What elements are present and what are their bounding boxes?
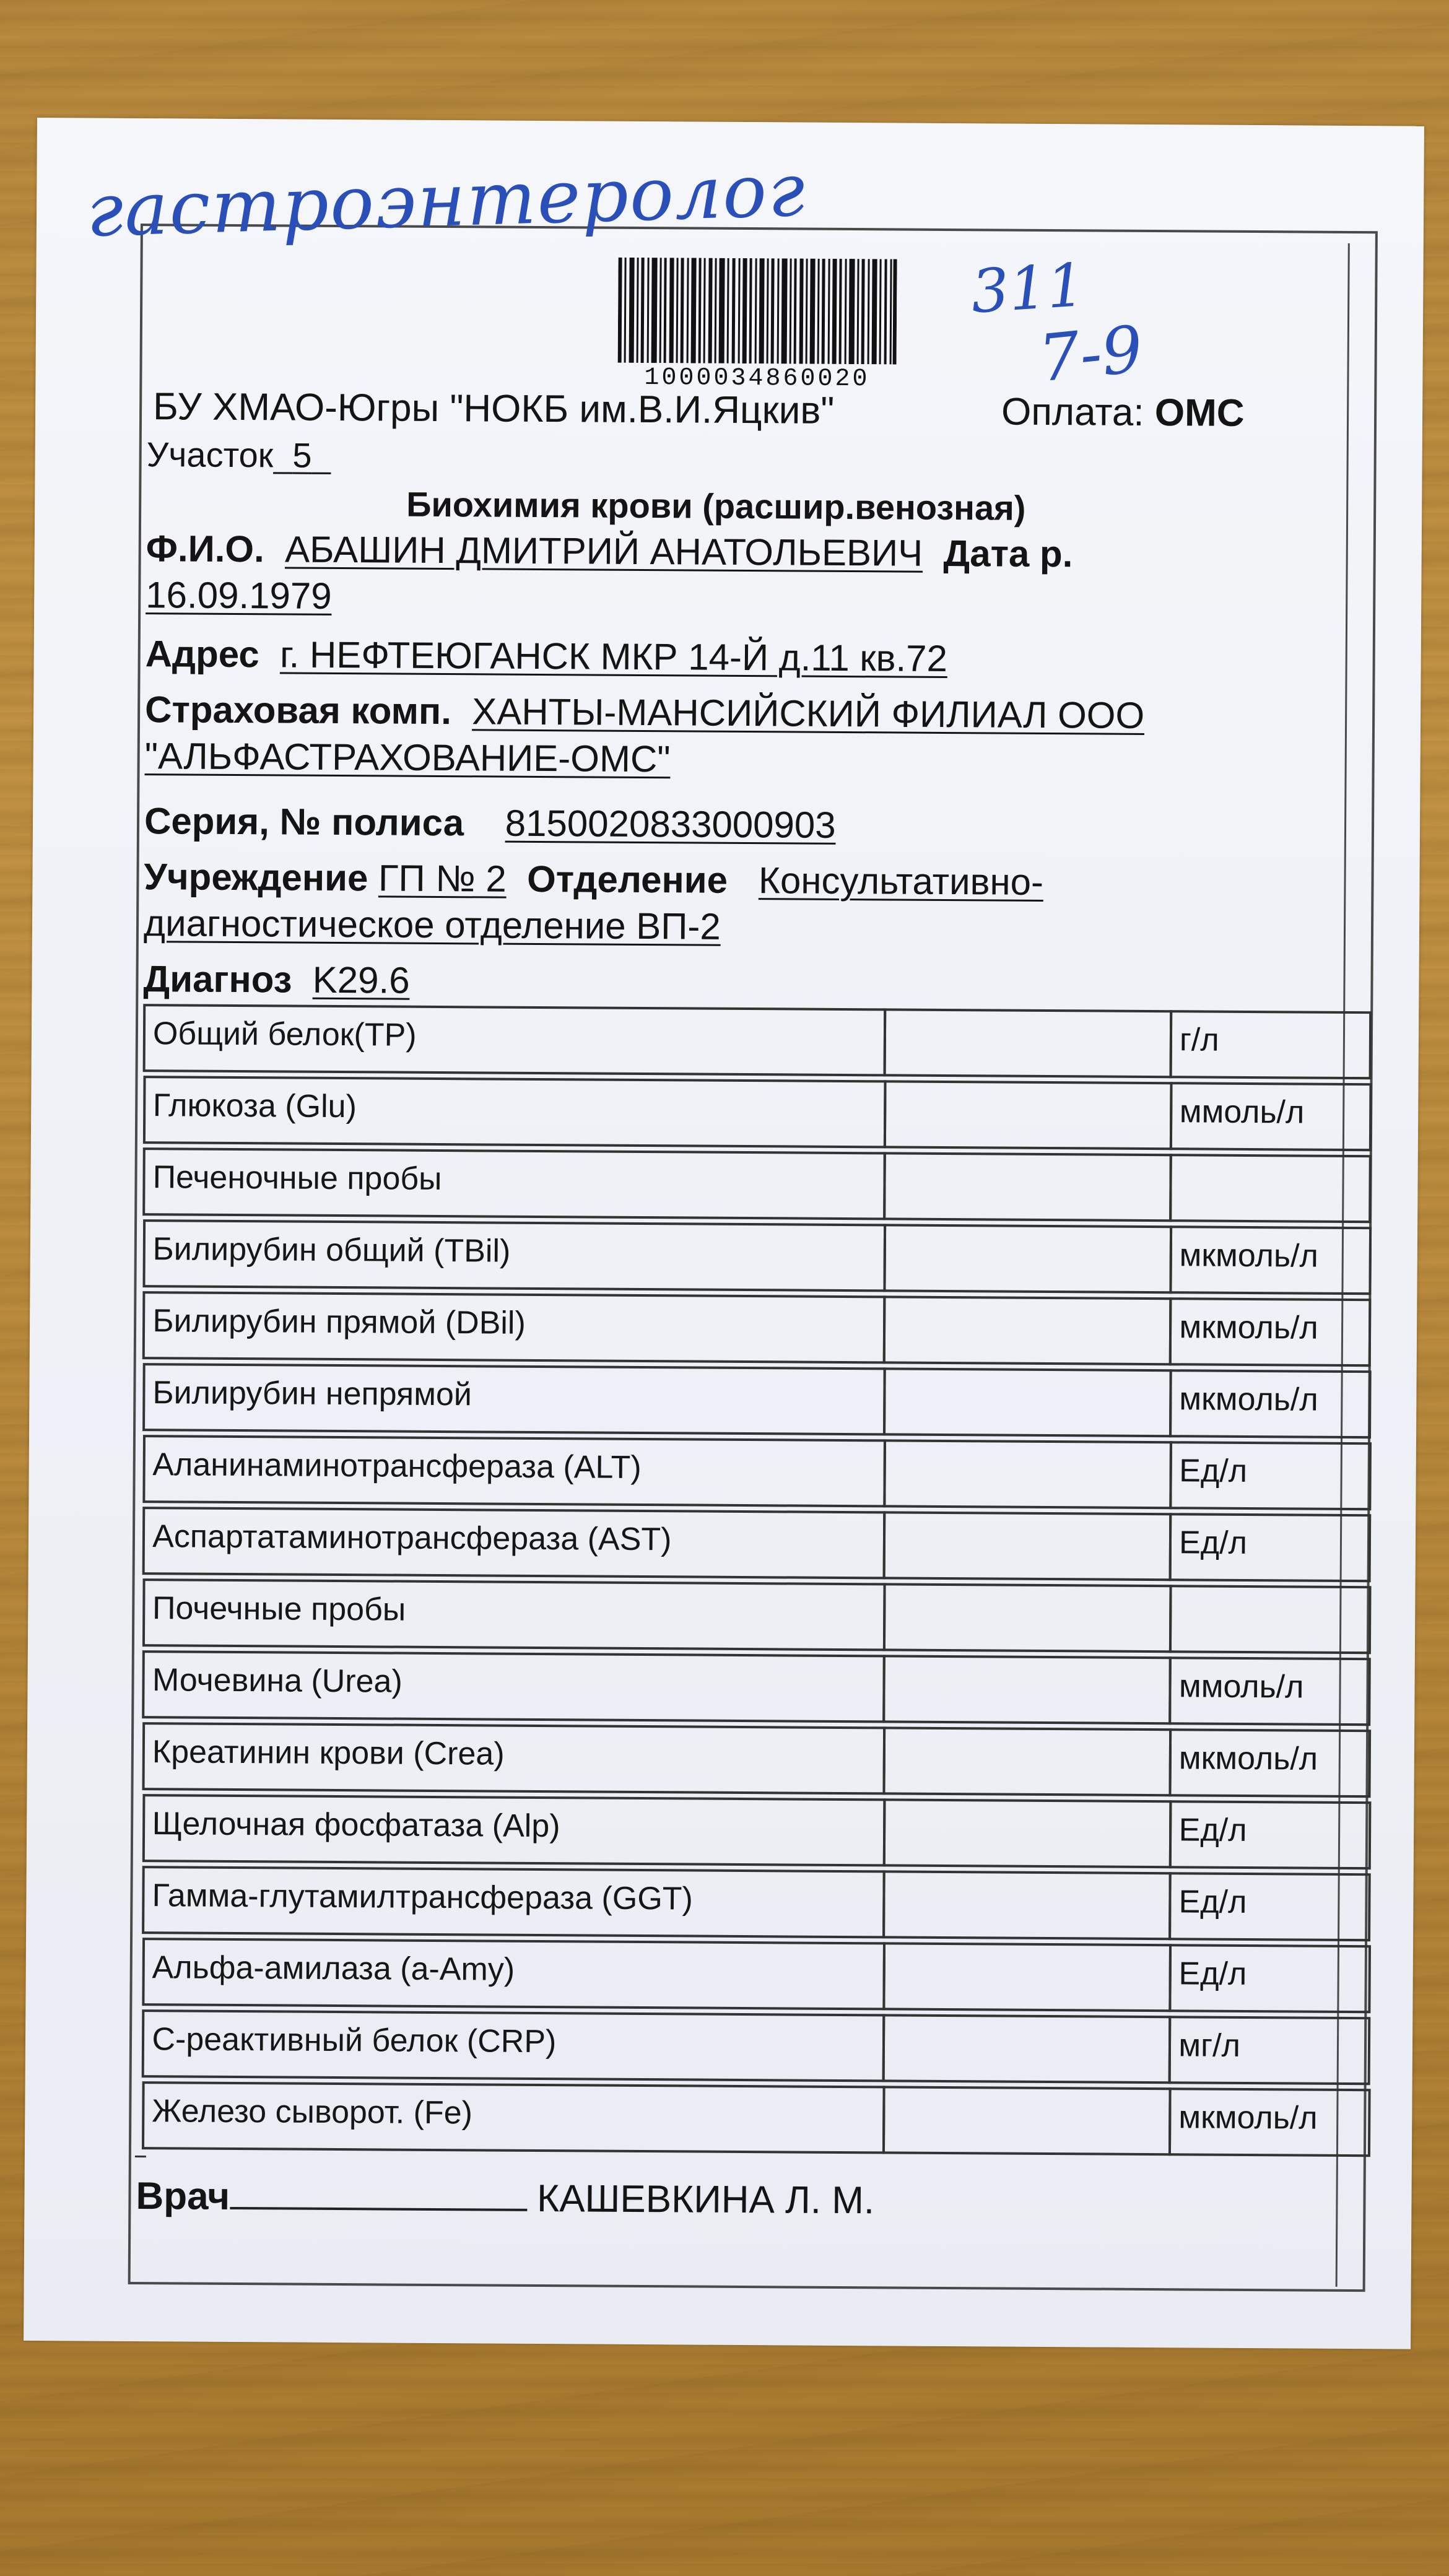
test-name-cell: Почечные пробы bbox=[142, 1578, 886, 1651]
handwritten-department: гастроэнтеролог bbox=[85, 147, 807, 253]
area-value bbox=[273, 435, 331, 475]
test-value-cell bbox=[882, 2086, 1172, 2156]
test-value-cell bbox=[882, 1942, 1172, 2012]
test-unit-cell: Ед/л bbox=[1168, 1872, 1371, 1941]
area-number: 5 bbox=[292, 435, 312, 475]
test-name-cell: Мочевина (Urea) bbox=[142, 1650, 886, 1723]
payment-type bbox=[1001, 390, 1245, 435]
test-unit-cell: мг/л bbox=[1168, 2016, 1371, 2085]
table-row bbox=[142, 1147, 1375, 1223]
test-value-cell bbox=[883, 1080, 1172, 1150]
test-value-cell bbox=[883, 1439, 1172, 1509]
referral-form-sheet bbox=[24, 118, 1424, 2349]
signature-line bbox=[230, 2182, 527, 2211]
test-name-cell: Гамма-глутамилтрансфераза (GGT) bbox=[142, 1866, 886, 1938]
test-name-cell: Печеночные пробы bbox=[142, 1147, 886, 1220]
test-unit-cell: мкмоль/л bbox=[1168, 1728, 1371, 1798]
dob-label: Дата р. bbox=[943, 532, 1073, 575]
dob-value: 16.09.1979 bbox=[146, 574, 332, 617]
test-value-cell bbox=[882, 1798, 1172, 1868]
diagnosis-label: Диагноз bbox=[143, 958, 292, 1001]
test-name-cell: Железо сыворот. (Fe) bbox=[142, 2081, 886, 2154]
address-row bbox=[146, 632, 948, 680]
fio-label: Ф.И.О. bbox=[146, 528, 264, 570]
department-value-line2: диагностическое отделение ВП-2 bbox=[143, 902, 721, 947]
address-label: Адрес bbox=[145, 633, 259, 676]
insurer-value-line1: ХАНТЫ-МАНСИЙСКИЙ ФИЛИАЛ ООО bbox=[472, 690, 1145, 736]
facility-row bbox=[144, 855, 1043, 903]
test-value-cell bbox=[883, 1511, 1172, 1581]
handwritten-room-number: 311 bbox=[968, 250, 1087, 327]
barcode-number: 1000034860020 bbox=[644, 363, 870, 394]
policy-value: 8150020833000903 bbox=[505, 802, 836, 846]
department-label: Отделение bbox=[526, 858, 728, 901]
test-value-cell bbox=[883, 1655, 1172, 1725]
table-row bbox=[142, 1219, 1375, 1295]
policy-label: Серия, № полиса bbox=[144, 800, 464, 844]
test-unit-cell: мкмоль/л bbox=[1169, 1369, 1372, 1438]
test-value-cell bbox=[882, 2014, 1172, 2084]
test-unit-cell bbox=[1169, 1585, 1372, 1654]
handwritten-time: 7-9 bbox=[1035, 311, 1146, 397]
test-name-cell: Альфа-амилаза (a-Amy) bbox=[142, 1938, 886, 2010]
test-unit-cell: ммоль/л bbox=[1169, 1082, 1372, 1151]
table-row bbox=[142, 1722, 1375, 1798]
test-value-cell bbox=[883, 1583, 1172, 1653]
table-row bbox=[142, 1650, 1375, 1726]
test-name-cell: С-реактивный белок (CRP) bbox=[142, 2009, 886, 2082]
table-row bbox=[143, 1004, 1376, 1079]
test-name-cell: Билирубин непрямой bbox=[142, 1363, 886, 1435]
table-row bbox=[142, 2081, 1375, 2157]
test-unit-cell: г/л bbox=[1170, 1010, 1372, 1079]
diagnosis-value: K29.6 bbox=[312, 959, 410, 1001]
test-value-cell bbox=[883, 1367, 1172, 1437]
table-row bbox=[142, 1866, 1375, 1941]
table-row bbox=[142, 1363, 1375, 1438]
test-unit-cell: Ед/л bbox=[1169, 1513, 1372, 1582]
table-row bbox=[142, 1076, 1375, 1151]
table-row bbox=[142, 2009, 1375, 2085]
insurer-label: Страховая комп. bbox=[144, 689, 452, 733]
table-row bbox=[142, 1435, 1375, 1510]
test-name-cell: Аланинаминотрансфераза (ALT) bbox=[142, 1435, 886, 1507]
test-unit-cell: мкмоль/л bbox=[1168, 2087, 1371, 2157]
test-name-cell: Общий белок(TP) bbox=[143, 1004, 887, 1076]
test-name-cell: Креатинин крови (Crea) bbox=[142, 1722, 886, 1795]
test-value-cell bbox=[882, 1870, 1172, 1940]
doctor-row bbox=[136, 2174, 874, 2222]
payment-label: Оплата: bbox=[1001, 390, 1144, 434]
test-unit-cell: Ед/л bbox=[1168, 1944, 1371, 2013]
test-unit-cell: Ед/л bbox=[1169, 1441, 1372, 1510]
table-row bbox=[142, 1938, 1375, 2013]
fio-value: АБАШИН ДМИТРИЙ АНАТОЛЬЕВИЧ bbox=[284, 528, 923, 574]
test-name-cell: Билирубин прямой (DBil) bbox=[142, 1291, 886, 1364]
doctor-name: КАШЕВКИНА Л. М. bbox=[536, 2177, 875, 2222]
doctor-label: Врач bbox=[136, 2175, 230, 2218]
barcode-icon bbox=[618, 258, 897, 365]
test-unit-cell: мкмоль/л bbox=[1169, 1297, 1372, 1367]
test-name-cell: Глюкоза (Glu) bbox=[142, 1076, 886, 1148]
test-value-cell bbox=[883, 1152, 1172, 1222]
table-row bbox=[142, 1794, 1375, 1869]
test-value-cell bbox=[884, 1008, 1173, 1078]
table-row bbox=[142, 1291, 1375, 1367]
facility-value: ГП № 2 bbox=[378, 857, 507, 900]
table-row bbox=[142, 1507, 1375, 1582]
area-row bbox=[146, 434, 331, 476]
table-row bbox=[142, 1578, 1375, 1654]
test-name-cell: Билирубин общий (TBil) bbox=[142, 1219, 886, 1292]
insurer-value-line2: "АЛЬФАСТРАХОВАНИЕ-ОМС" bbox=[144, 735, 671, 780]
test-unit-cell: мкмоль/л bbox=[1169, 1225, 1372, 1295]
test-name-cell: Щелочная фосфатаза (Alp) bbox=[142, 1794, 886, 1866]
form-title: Биохимия крови (расшир.венозная) bbox=[406, 484, 1026, 528]
insurer-row bbox=[145, 688, 1144, 737]
test-unit-cell: ммоль/л bbox=[1169, 1656, 1372, 1726]
department-value-line1: Консультативно- bbox=[758, 859, 1044, 903]
test-value-cell bbox=[883, 1295, 1172, 1365]
test-value-cell bbox=[882, 1726, 1172, 1796]
margin-tick bbox=[135, 2156, 146, 2157]
area-label: Участок bbox=[146, 435, 274, 475]
test-unit-cell bbox=[1169, 1154, 1372, 1223]
diagnosis-row bbox=[143, 957, 409, 1002]
address-value: г. НЕФТЕЮГАНСК МКР 14-Й д.11 кв.72 bbox=[279, 633, 948, 679]
test-name-cell: Аспартатаминотрансфераза (AST) bbox=[142, 1507, 886, 1579]
test-value-cell bbox=[883, 1224, 1172, 1294]
facility-label: Учреждение bbox=[144, 856, 368, 899]
fio-row bbox=[146, 527, 1073, 575]
payment-value: ОМС bbox=[1154, 391, 1245, 435]
institution-name: БУ ХМАО-Югры "НОКБ им.В.И.Яцкив" bbox=[152, 385, 835, 432]
test-unit-cell: Ед/л bbox=[1168, 1800, 1371, 1869]
policy-row bbox=[144, 799, 836, 846]
